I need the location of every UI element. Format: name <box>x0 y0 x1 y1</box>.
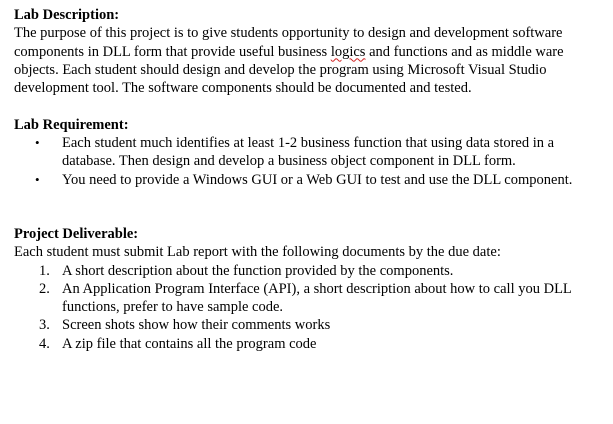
list-number: 4. <box>39 335 50 352</box>
spellcheck-flagged-word[interactable]: logics <box>330 43 366 60</box>
list-item <box>14 171 604 189</box>
lab-requirement-list <box>14 134 604 189</box>
paragraph-spacer <box>14 97 604 115</box>
list-item <box>14 316 604 334</box>
deliverable-text: A short description about the function provided by the components. <box>62 262 454 279</box>
list-item <box>14 134 604 171</box>
project-deliverable-intro: Each student must submit Lab report with the following documents by the due date: <box>14 244 501 261</box>
lab-description-paragraph <box>14 24 604 97</box>
lab-description-text-after: and functions and as middle ware objects. Each student should design and develop the program using Microsoft Visual Studio development tool. The software components should be documented and tested. <box>14 43 564 97</box>
deliverable-text: Screen shots show how their comments works <box>62 317 331 334</box>
list-item <box>14 335 604 353</box>
list-number: 2. <box>39 280 50 297</box>
list-item <box>14 262 604 280</box>
requirement-text: Each student much identifies at least 1-2 business function that using data stored in a database. Then design and develop a business object component in DLL form. <box>62 135 555 170</box>
project-deliverable-heading: Project Deliverable: <box>14 225 139 242</box>
lab-description-heading: Lab Description: <box>14 7 120 23</box>
lab-description-text-before: The purpose of this project is to give students opportunity to design and development software components in DLL form that provide useful business <box>14 25 563 60</box>
bullet-icon: • <box>35 135 40 151</box>
list-number: 3. <box>39 317 50 334</box>
list-number: 1. <box>39 262 50 279</box>
deliverable-text: A zip file that contains all the program code <box>62 335 317 352</box>
lab-requirement-heading: Lab Requirement: <box>14 116 129 133</box>
requirement-text: You need to provide a Windows GUI or a Web GUI to test and use the DLL component. <box>62 171 573 188</box>
bullet-icon: • <box>35 171 40 187</box>
deliverable-list <box>14 262 604 353</box>
paragraph-spacer <box>14 189 604 225</box>
list-item <box>14 280 604 317</box>
document-body <box>14 6 604 353</box>
deliverable-text: An Application Program Interface (API), a short description about how to call you DLL functions, prefer to have sample code. <box>62 280 572 316</box>
